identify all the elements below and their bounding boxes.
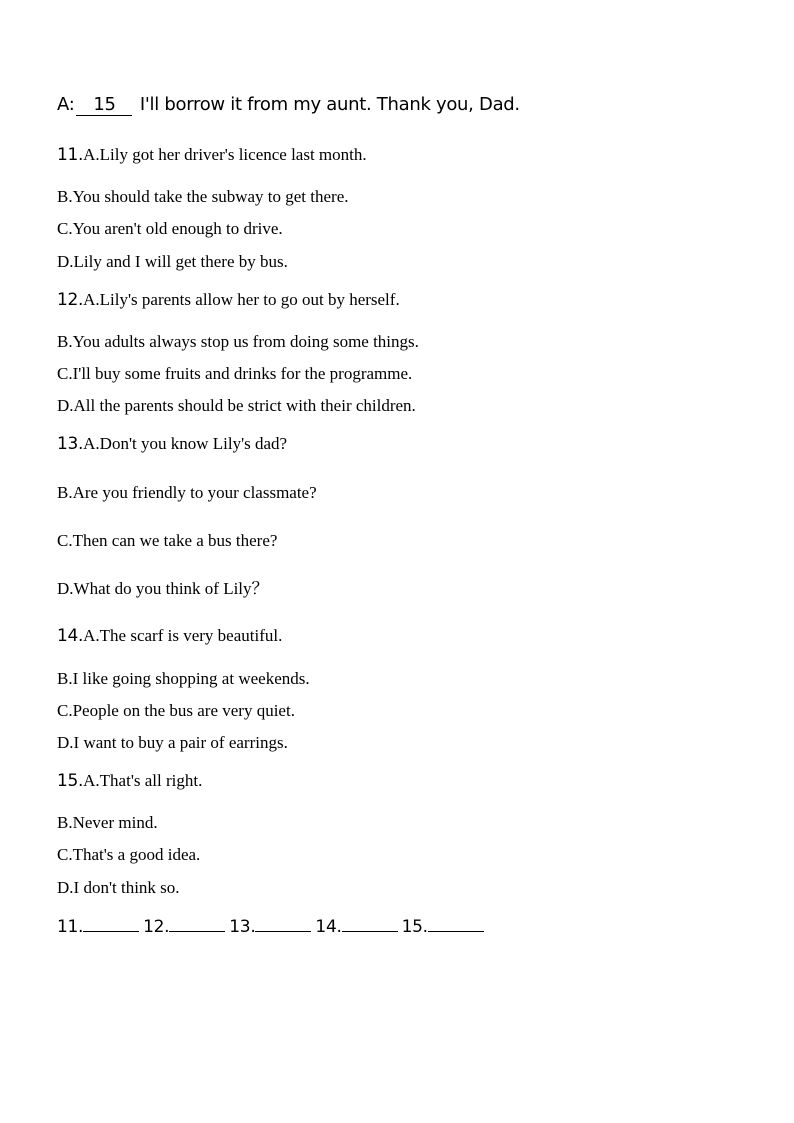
question-11-option-d: D.Lily and I will get there by bus.	[57, 252, 288, 271]
question-number: 13.	[57, 434, 84, 454]
question-15-option-a	[57, 772, 202, 790]
question-15-option-c: C.That's a good idea.	[57, 845, 201, 864]
question-11-option-b: B.You should take the subway to get there.	[57, 187, 349, 206]
answer-label: 14.	[315, 917, 342, 937]
dialogue-text: I'll borrow it from my aunt. Thank you, Dad.	[139, 94, 520, 115]
option-text: A.Lily got her driver's licence last month.	[83, 145, 367, 164]
question-number: 15.	[57, 771, 84, 791]
question-11-option-c: C.You aren't old enough to drive.	[57, 219, 283, 238]
question-12-option-b: B.You adults always stop us from doing some things.	[57, 332, 419, 351]
answer-label: 15.	[401, 917, 428, 937]
answer-slot-15[interactable]	[402, 917, 488, 936]
answer-slot-12[interactable]	[143, 917, 229, 936]
question-13-option-b: B.Are you friendly to your classmate?	[57, 483, 317, 502]
option-text: A.Don't you know Lily's dad?	[83, 434, 288, 453]
answer-blank[interactable]	[428, 917, 484, 932]
question-number: 12.	[57, 290, 84, 310]
question-number: 14.	[57, 626, 84, 646]
question-12-option-a	[57, 291, 400, 309]
option-text: A.Lily's parents allow her to go out by herself.	[83, 290, 400, 309]
answer-slot-11[interactable]	[57, 917, 143, 936]
speaker-label: A:	[57, 94, 75, 115]
question-14-option-c: C.People on the bus are very quiet.	[57, 701, 295, 720]
filled-blank: 15	[76, 96, 132, 116]
question-13-option-a	[57, 435, 287, 453]
question-14-option-a	[57, 627, 282, 645]
answer-slot-14[interactable]	[315, 917, 401, 936]
question-14-option-b: B.I like going shopping at weekends.	[57, 669, 310, 688]
answer-label: 13.	[229, 917, 256, 937]
option-text: A.The scarf is very beautiful.	[83, 626, 283, 645]
question-12-option-c: C.I'll buy some fruits and drinks for the programme.	[57, 364, 413, 383]
question-15-option-b: B.Never mind.	[57, 813, 158, 832]
option-text: A.That's all right.	[83, 771, 203, 790]
answer-blank[interactable]	[83, 917, 139, 932]
answer-blank[interactable]	[342, 917, 398, 932]
answer-row	[57, 917, 488, 936]
answer-slot-13[interactable]	[229, 917, 315, 936]
dialogue-line	[57, 96, 520, 116]
answer-blank[interactable]	[255, 917, 311, 932]
answer-label: 11.	[57, 917, 84, 937]
question-13-option-c: C.Then can we take a bus there?	[57, 531, 278, 550]
question-11-option-a	[57, 146, 367, 164]
answer-label: 12.	[143, 917, 170, 937]
answer-blank[interactable]	[169, 917, 225, 932]
question-12-option-d: D.All the parents should be strict with their children.	[57, 396, 416, 415]
question-number: 11.	[57, 145, 84, 165]
question-14-option-d: D.I want to buy a pair of earrings.	[57, 733, 288, 752]
question-15-option-d: D.I don't think so.	[57, 878, 180, 897]
question-13-option-d: D.What do you think of Lily？	[57, 579, 269, 598]
